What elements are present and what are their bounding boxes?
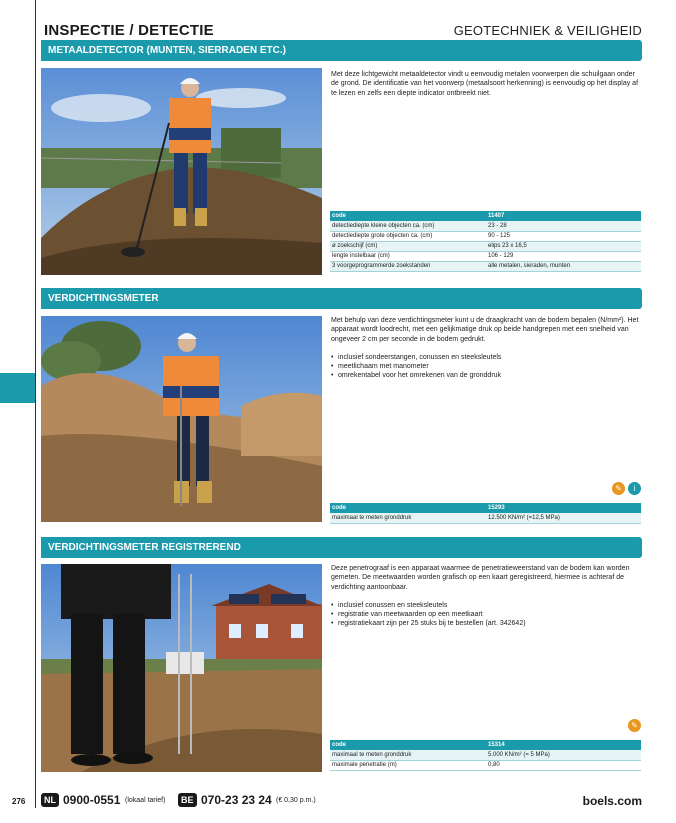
description-text: Deze penetrograaf is een apparaat waarmee de penetratieweerstand van de bodem kan worden gemeten. De meetwaarden worden grafisch op een kaart geregistreerd, hiermee is achteraf de verdichting aantoonbaar. bbox=[331, 565, 630, 591]
table-header: 15314 bbox=[486, 740, 641, 750]
table-cell: maximaal te meten gronddruk bbox=[330, 513, 486, 523]
nl-badge: NL bbox=[41, 793, 59, 807]
list-item: • omrekentabel voor het omrekenen van de gronddruk bbox=[331, 371, 641, 380]
description-compaction-meter bbox=[331, 316, 641, 381]
chapter-tab bbox=[0, 373, 35, 403]
service-icons bbox=[612, 482, 641, 495]
website-link[interactable]: boels.com bbox=[582, 794, 642, 808]
table-row bbox=[330, 750, 641, 760]
feature-list bbox=[331, 601, 641, 629]
table-header-row bbox=[330, 211, 641, 221]
table-header: code bbox=[330, 503, 486, 513]
list-item: • meetlichaam met manometer bbox=[331, 362, 641, 371]
page-number: 276 bbox=[12, 797, 26, 806]
table-row bbox=[330, 513, 641, 523]
section-bar-metal-detector: METAALDETECTOR (MUNTEN, SIERRADEN ETC.) bbox=[41, 40, 642, 61]
nl-note: (lokaal tarief) bbox=[125, 797, 166, 804]
page-title: INSPECTIE / DETECTIE bbox=[44, 22, 214, 39]
table-row bbox=[330, 231, 641, 241]
table-cell: 0,80 bbox=[486, 760, 641, 770]
page-margin-line bbox=[35, 0, 36, 808]
table-cell: lengte instelbaar (cm) bbox=[330, 251, 486, 261]
service-icons bbox=[628, 719, 641, 732]
section-bar-recording-compaction-meter: VERDICHTINGSMETER REGISTREREND bbox=[41, 537, 642, 558]
feature-list bbox=[331, 353, 641, 381]
section-bar-compaction-meter: VERDICHTINGSMETER bbox=[41, 288, 642, 309]
wrench-icon: ✎ bbox=[612, 482, 625, 495]
table-cell: 90 - 125 bbox=[486, 231, 641, 241]
be-note: (€ 0,30 p.m.) bbox=[276, 797, 316, 804]
table-header-row bbox=[330, 740, 641, 750]
list-item: • inclusief sondeerstangen, conussen en steeksleutels bbox=[331, 353, 641, 362]
table-cell: 106 - 129 bbox=[486, 251, 641, 261]
list-item: • registratiekaart zijn per 25 stuks bij te bestellen (art. 342642) bbox=[331, 619, 641, 628]
table-row bbox=[330, 221, 641, 231]
table-cell: maximaal te meten gronddruk bbox=[330, 750, 486, 760]
table-cell: 12.500 KN/m² (=12,5 MPa) bbox=[486, 513, 641, 523]
description-metal-detector: Met deze lichtgewicht metaaldetector vindt u eenvoudig metalen voorwerpen die schuilgaan onder de grond. De identificatie van het voorwerp (metaalsoort herkenning) is eenvoudig op het display af te lezen en zelfs een diepte indicator ontbreekt niet. bbox=[331, 71, 639, 97]
nl-phone: 0900-0551 bbox=[63, 793, 121, 807]
table-row bbox=[330, 760, 641, 770]
list-item: • inclusief conussen en steeksleutels bbox=[331, 601, 641, 610]
table-cell: 3 voorgeprogrammerde zoekstanden bbox=[330, 261, 486, 271]
photo-metal-detector bbox=[41, 68, 322, 275]
table-row bbox=[330, 251, 641, 261]
photo-compaction-meter bbox=[41, 316, 322, 522]
table-header-row bbox=[330, 503, 641, 513]
table-header: 11407 bbox=[486, 211, 641, 221]
info-icon: i bbox=[628, 482, 641, 495]
be-badge: BE bbox=[178, 793, 197, 807]
list-item: • registratie van meetwaarden op een meetkaart bbox=[331, 610, 641, 619]
table-cell: detectiediepte kleine objecten ca. (cm) bbox=[330, 221, 486, 231]
table-header: code bbox=[330, 740, 486, 750]
table-header: code bbox=[330, 211, 486, 221]
spec-table-recording-compaction-meter bbox=[330, 740, 641, 771]
photo-recording-compaction-meter bbox=[41, 564, 322, 772]
page-footer bbox=[0, 793, 676, 811]
table-cell: 23 - 28 bbox=[486, 221, 641, 231]
description-recording-compaction-meter bbox=[331, 564, 641, 629]
description-text: Met behulp van deze verdichtingsmeter kunt u de draagkracht van de bodem bepalen (N/mm²). Het apparaat wordt loodrecht, met een gelijkmatige druk op beide handgrepen met een snelheid van ongeveer 2 cm per seconde in de bodem gedrukt. bbox=[331, 317, 639, 343]
table-header: 15293 bbox=[486, 503, 641, 513]
category-title: GEOTECHNIEK & VEILIGHEID bbox=[453, 23, 642, 38]
table-cell: ø zoekschijf (cm) bbox=[330, 241, 486, 251]
table-row bbox=[330, 241, 641, 251]
be-phone: 070-23 23 24 bbox=[201, 793, 272, 807]
table-cell: alle metalen, sieraden, munten bbox=[486, 261, 641, 271]
table-row bbox=[330, 261, 641, 271]
wrench-icon: ✎ bbox=[628, 719, 641, 732]
table-cell: 5.000 KN/m² (= 5 MPa) bbox=[486, 750, 641, 760]
table-cell: maximale penetratie (m) bbox=[330, 760, 486, 770]
table-cell: detectiediepte grote objecten ca. (cm) bbox=[330, 231, 486, 241]
spec-table-compaction-meter bbox=[330, 503, 641, 524]
table-cell: elips 23 x 16,5 bbox=[486, 241, 641, 251]
spec-table-metal-detector bbox=[330, 211, 641, 272]
